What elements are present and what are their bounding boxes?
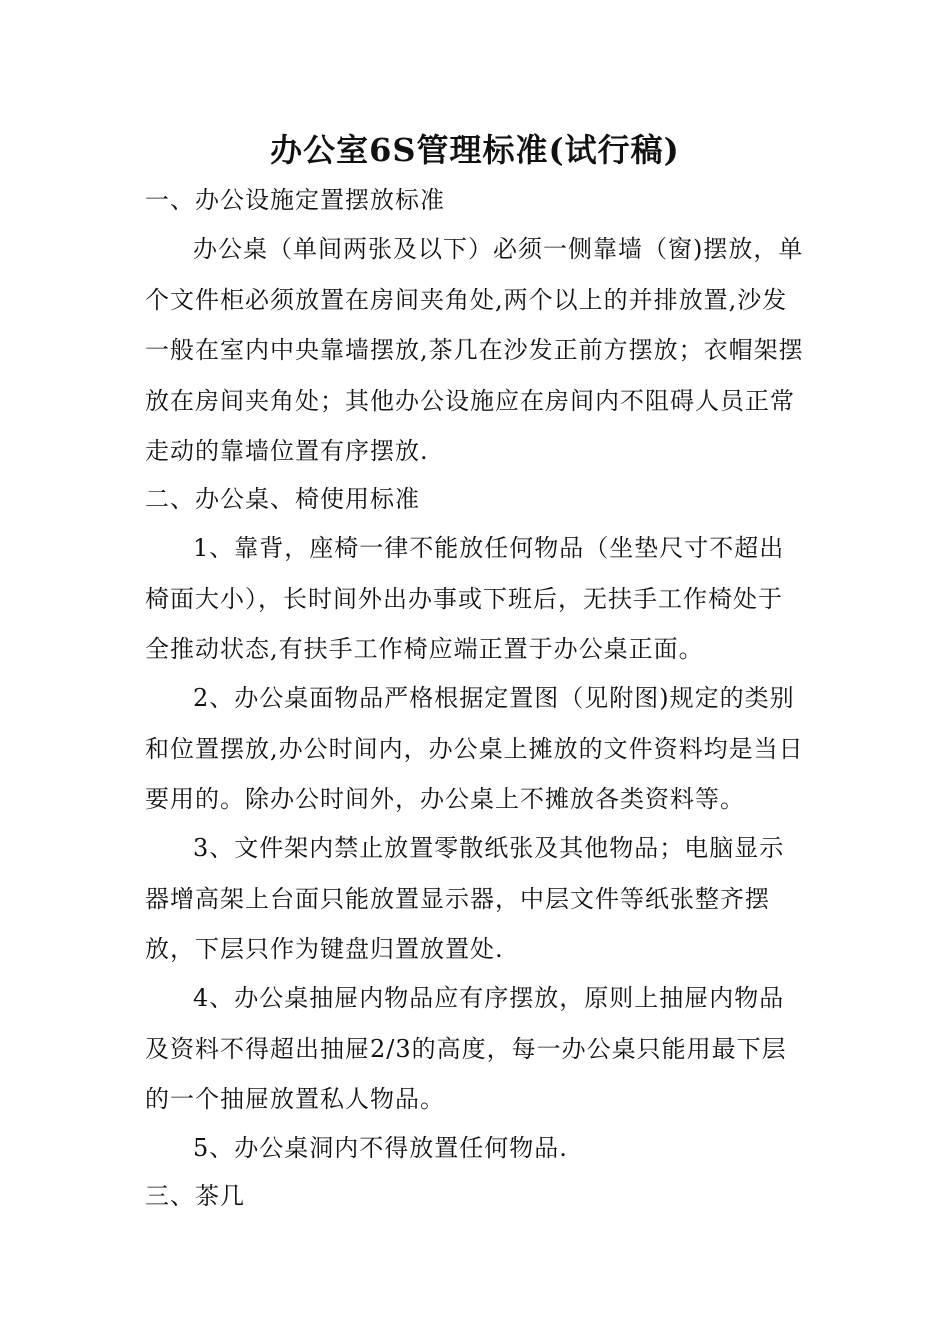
paragraph-item-1: 1、靠背，座椅一律不能放任何物品（坐垫尺寸不超出椅面大小），长时间外出办事或下班后，无扶手工作椅处于全推动状态,有扶手工作椅应端正置于办公桌正面。 (145, 534, 785, 663)
section-heading-1: 一、办公设施定置摆放标准 (145, 186, 445, 214)
section-heading-2: 二、办公桌、椅使用标准 (145, 485, 420, 513)
section-heading-3: 三、茶几 (145, 1182, 245, 1210)
paragraph-item-4: 4、办公桌抽屉内物品应有序摆放，原则上抽屉内物品及资料不得超出抽屉2/3的高度，每一办公桌只能用最下层的一个抽屉放置私人物品。 (145, 984, 787, 1113)
document-title: 办公室6S管理标准(试行稿) (270, 131, 680, 169)
paragraph-item-5: 5、办公桌洞内不得放置任何物品. (193, 1134, 568, 1162)
paragraph-item-3: 3、文件架内禁止放置零散纸张及其他物品；电脑显示器增高架上台面只能放置显示器，中层文件等纸张整齐摆放，下层只作为键盘归置放置处. (145, 834, 785, 963)
paragraph-facility-placement: 办公桌（单间两张及以下）必须一侧靠墙（窗)摆放，单个文件柜必须放置在房间夹角处,两个以上的并排放置,沙发一般在室内中央靠墙摆放,茶几在沙发正前方摆放；衣帽架摆放在房间夹角处；其他办公设施应在房间内不阻碍人员正常走动的靠墙位置有序摆放. (145, 235, 804, 465)
paragraph-item-2: 2、办公桌面物品严格根据定置图（见附图)规定的类别和位置摆放,办公时间内，办公桌上摊放的文件资料均是当日要用的。除办公时间外，办公桌上不摊放各类资料等。 (145, 684, 804, 813)
